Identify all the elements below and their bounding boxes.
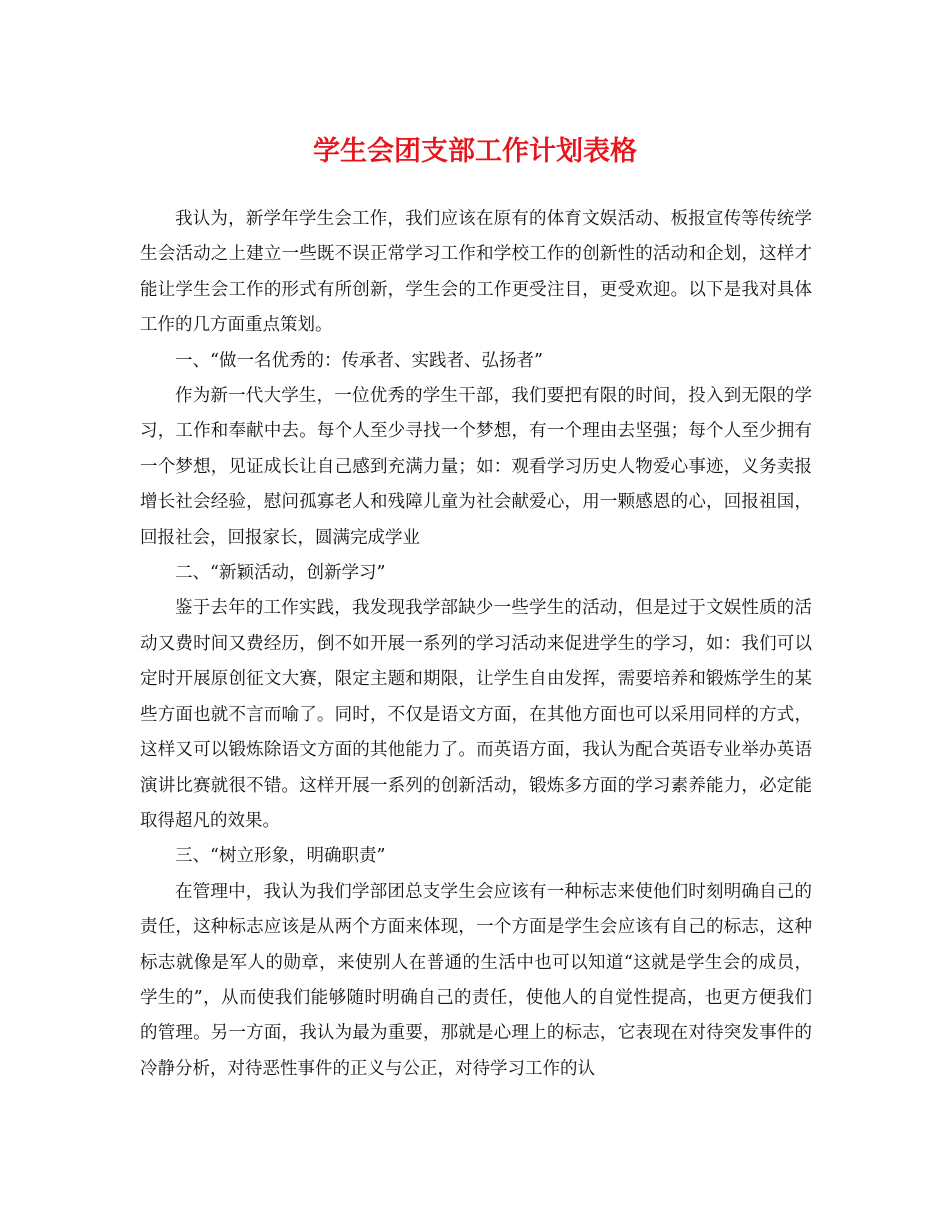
section-heading-1: 一、“做一名优秀的：传承者、实践者、弘扬者”	[175, 350, 543, 371]
section-heading-3: 三、“树立形象，明确职责”	[175, 846, 386, 867]
section-paragraph-3: 在管理中，我认为我们学部团总支学生会应该有一种标志来使他们时刻明确自己的责任，这种标志应该是从两个方面来体现，一个方面是学生会应该有自己的标志，这种标志就像是军人的勋章，来使别人在普通的生活中也可以知道“这就是学生会的成员，学生的”，从而使我们能够随时明确自己的责任，使他人的自觉性提高，也更方便我们的管理。另一方面，我认为最为重要，那就是心理上的标志，它表现在对待突发事件的冷静分析，对待恶性事件的正义与公正，对待学习工作的认	[140, 881, 812, 1079]
document-body	[140, 202, 812, 1087]
intro-paragraph: 我认为，新学年学生会工作，我们应该在原有的体育文娱活动、板报宣传等传统学生会活动之上建立一些既不误正常学习工作和学校工作的创新性的活动和企划，这样才能让学生会工作的形式有所创新，学生会的工作更受注目，更受欢迎。以下是我对具体工作的几方面重点策划。	[140, 209, 812, 336]
section-paragraph-1: 作为新一代大学生，一位优秀的学生干部，我们要把有限的时间，投入到无限的学习，工作和奉献中去。每个人至少寻找一个梦想，有一个理由去坚强；每个人至少拥有一个梦想，见证成长让自己感到充满力量；如：观看学习历史人物爱心事迹，义务卖报增长社会经验，慰问孤寡老人和残障儿童为社会献爱心，用一颗感恩的心，回报祖国，回报社会，回报家长，圆满完成学业	[140, 386, 812, 548]
document-title: 学生会团支部工作计划表格	[313, 136, 637, 167]
section-heading-2: 二、“新颖活动，创新学习”	[175, 563, 386, 584]
section-paragraph-2: 鉴于去年的工作实践，我发现我学部缺少一些学生的活动，但是过于文娱性质的活动又费时间又费经历，倒不如开展一系列的学习活动来促进学生的学习，如：我们可以定时开展原创征文大赛，限定主题和期限，让学生自由发挥，需要培养和锻炼学生的某些方面也就不言而喻了。同时，不仅是语文方面，在其他方面也可以采用同样的方式，这样又可以锻炼除语文方面的其他能力了。而英语方面，我认为配合英语专业举办英语演讲比赛就很不错。这样开展一系列的创新活动，锻炼多方面的学习素养能力，必定能取得超凡的效果。	[140, 598, 812, 831]
